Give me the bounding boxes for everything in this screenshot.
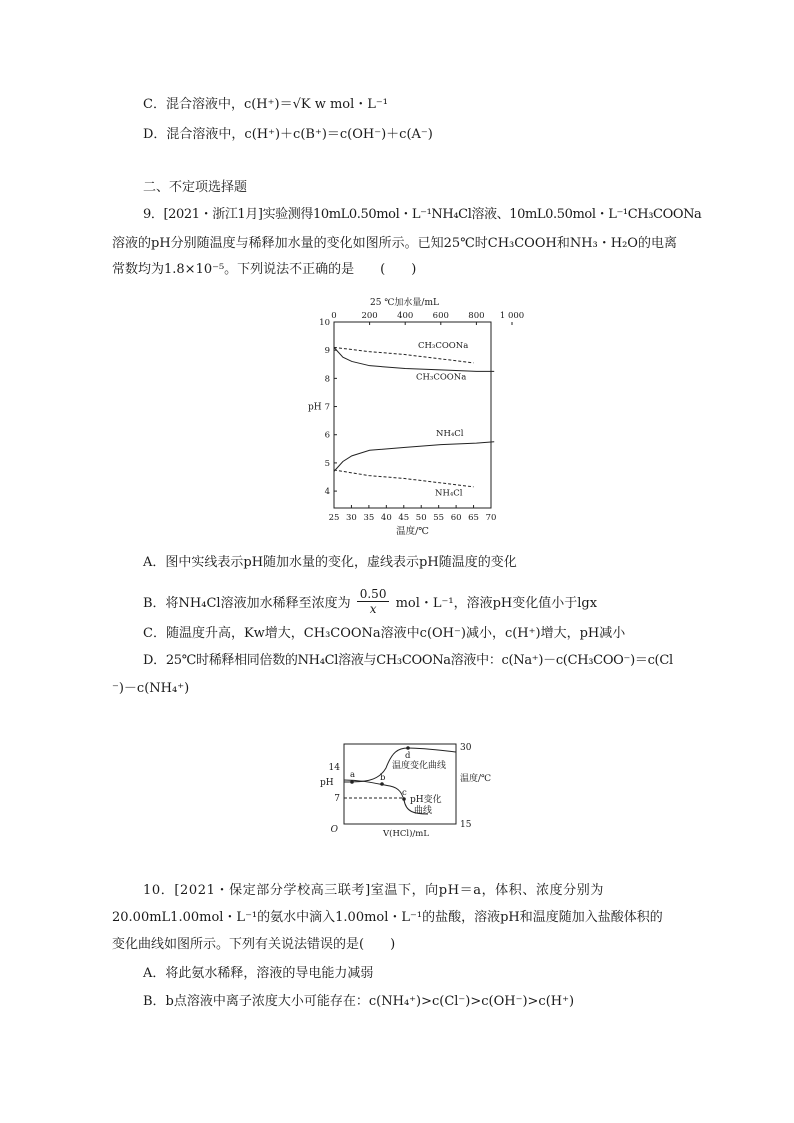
q10-stem-line3: 变化曲线如图所示。下列有关说法错误的是( ) (112, 937, 396, 952)
fraction: $\frac{0.50}{x}$ (357, 587, 390, 616)
top-axis-label: 25 ℃加水量/mL (370, 298, 439, 308)
point-label-a: a (350, 770, 356, 780)
series-label-1: CH₃COONa (418, 340, 469, 351)
x-tick-label: 50 (415, 513, 427, 523)
plot-frame (344, 744, 456, 824)
series-label-2: CH₃COONa (416, 372, 467, 383)
y-tick-label: 6 (324, 430, 330, 441)
x-tick-label: 40 (380, 513, 392, 523)
q9-chart (300, 296, 525, 540)
top-tick-label: 400 (397, 311, 414, 321)
series-line-3 (334, 442, 494, 472)
q10-stem-line2: 20.00mL1.00mol・L⁻¹的氨水中滴入1.00mol・L⁻¹的盐酸，溶液pH和温度随加入盐酸体积的 (112, 910, 663, 925)
x-tick-label: 35 (363, 513, 375, 523)
point-label-d: d (405, 751, 411, 761)
point-label-c: c (402, 788, 407, 798)
q10-chart (318, 738, 492, 839)
x-tick-label: 70 (485, 513, 497, 523)
x-tick-label: 45 (398, 513, 410, 523)
series-line-4 (334, 470, 474, 487)
q9-option-b: B．将NH₄Cl溶液加水稀释至浓度为 $\frac{0.50}{x}$ mol・L⁻¹，溶液pH变化值小于lgx (143, 587, 598, 616)
origin-label: O (330, 825, 338, 835)
q9-stem-line1: 9．[2021・浙江1月]实验测得10mL0.50mol・L⁻¹NH₄Cl溶液、10mL0.50mol・L⁻¹CH₃COONa (143, 207, 702, 222)
top-tick-label: 800 (468, 311, 485, 321)
right-tick-label: 15 (460, 820, 472, 830)
y-tick-label: 9 (324, 346, 330, 357)
q9-stem-line3: 常数均为1.8×10⁻⁵。下列说法不正确的是 ( ) (112, 262, 417, 277)
y-tick-label: 14 (328, 763, 340, 773)
option-c (143, 97, 388, 113)
series-label-4: NH₄Cl (435, 488, 463, 499)
section-heading: 二、不定项选择题 (143, 180, 248, 195)
series-label-3: NH₄Cl (436, 429, 464, 440)
q9-option-d-line1: D．25℃时稀释相同倍数的NH₄Cl溶液与CH₃COONa溶液中：c(Na⁺)－c(CH₃COO⁻)＝c(Cl (143, 653, 673, 668)
x-tick-label: 55 (433, 513, 445, 523)
top-tick-label: 0 (331, 311, 337, 321)
curve-label-temperature: 温度变化曲线 (392, 761, 447, 771)
curve-label-ph-2: 曲线 (414, 806, 433, 816)
right-axis-label: 温度/℃ (460, 774, 492, 784)
series-line-2 (334, 347, 494, 371)
x-axis-label: V(HCl)/mL (383, 829, 429, 839)
point-label-b: b (380, 773, 386, 783)
q9-stem-line2: 溶液的pH分别随温度与稀释加水量的变化如图所示。已知25℃时CH₃COOH和NH₃・H₂O的电离 (112, 236, 677, 251)
option-d-text: D．混合溶液中，c(H⁺)＋c(B⁺)＝c(OH⁻)＋c(A⁻) (143, 127, 433, 142)
curve-label-ph-1: pH变化 (410, 795, 442, 805)
x-tick-label: 60 (450, 513, 462, 523)
q10-stem-line1: 10．[2021・保定部分学校高三联考]室温下，向pH＝a，体积、浓度分别为 (143, 883, 604, 898)
top-tick-label: 200 (361, 311, 378, 321)
y-tick-label: 7 (334, 794, 340, 804)
top-tick-label: 1 000 (499, 311, 525, 321)
x-tick-label: 65 (468, 513, 479, 523)
option-d (143, 127, 433, 143)
x-axis-label: 温度/℃ (396, 526, 429, 537)
q10-option-b: B．b点溶液中离子浓度大小可能存在：c(NH₄⁺)>c(Cl⁻)>c(OH⁻)>c(H⁺) (143, 994, 575, 1009)
y-tick-label: 4 (324, 487, 330, 498)
q9-option-a: A．图中实线表示pH随加水量的变化，虚线表示pH随温度的变化 (143, 555, 517, 570)
y-tick-label: 8 (324, 374, 330, 385)
x-tick-label: 30 (346, 513, 357, 523)
top-tick-label: 600 (432, 311, 449, 321)
y-axis-label: pH (308, 402, 322, 413)
point-d (406, 746, 410, 750)
q10-option-a: A．将此氨水稀释，溶液的导电能力减弱 (143, 966, 374, 981)
y-tick-label: 5 (324, 458, 330, 469)
point-a (350, 780, 354, 784)
q9-option-c: C．随温度升高，Kw增大，CH₃COONa溶液中c(OH⁻)减小，c(H⁺)增大，pH减小 (143, 626, 626, 641)
y-axis-label: pH (320, 778, 334, 788)
option-c-text: C．混合溶液中，c(H⁺)＝√K w mol・L⁻¹ (143, 97, 388, 112)
y-tick-label: 7 (324, 402, 330, 413)
right-tick-label: 30 (460, 743, 472, 753)
q9-option-d-line2: ⁻)－c(NH₄⁺) (112, 681, 190, 696)
y-tick-label: 10 (319, 318, 330, 328)
x-tick-label: 25 (328, 513, 340, 523)
